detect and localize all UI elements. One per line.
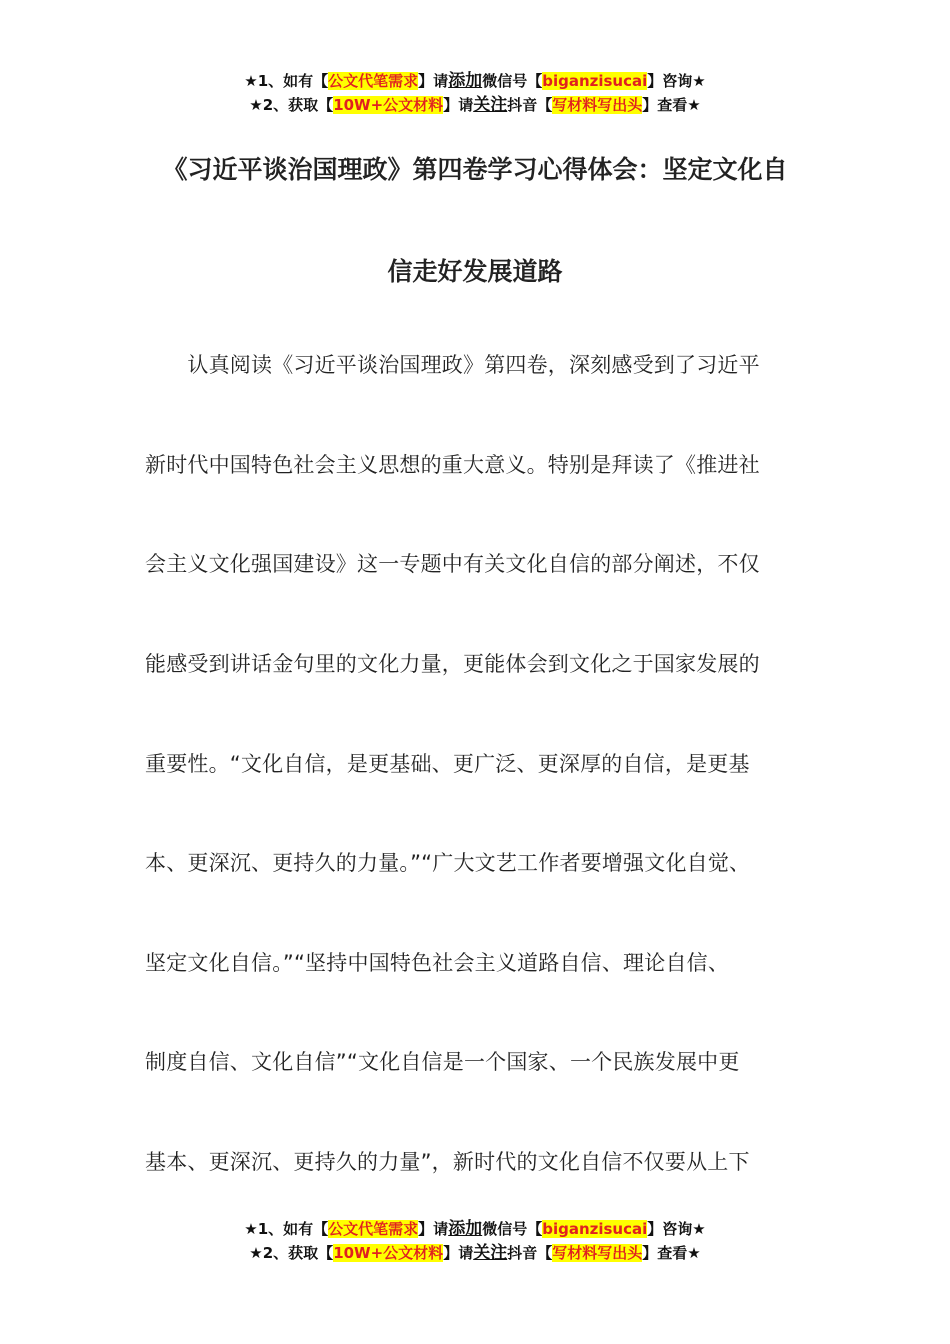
document-title-line-1: 《习近平谈治国理政》第四卷学习心得体会：坚定文化自 bbox=[162, 155, 788, 184]
paragraph-line: 重要性。“文化自信，是更基础、更广泛、更深厚的自信，是更基 bbox=[145, 752, 750, 776]
banner-text: 】请 bbox=[443, 1244, 474, 1262]
document-title-line-2: 信走好发展道路 bbox=[387, 257, 563, 286]
header-banner bbox=[0, 69, 950, 117]
paragraph-line: 会主义文化强国建设》这一专题中有关文化自信的部分阐述，不仅 bbox=[145, 552, 760, 576]
banner-highlight: 公文代笔需求 bbox=[328, 1220, 419, 1238]
banner-underline: 关注 bbox=[473, 1243, 508, 1263]
paragraph-line: 认真阅读《习近平谈治国理政》第四卷，深刻感受到了习近平 bbox=[145, 353, 760, 377]
banner-highlight: 10W+公文材料 bbox=[333, 1244, 444, 1262]
banner-text: ★2、获取【 bbox=[249, 1244, 334, 1262]
banner-text: 抖音【 bbox=[507, 96, 553, 114]
paragraph-line: 能感受到讲话金句里的文化力量，更能体会到文化之于国家发展的 bbox=[145, 652, 760, 676]
banner-text: 】查看★ bbox=[642, 1244, 701, 1262]
paragraph-line: 制度自信、文化自信”“文化自信是一个国家、一个民族发展中更 bbox=[145, 1050, 740, 1074]
banner-highlight: biganzisucai bbox=[542, 72, 648, 90]
paragraph-line: 新时代中国特色社会主义思想的重大意义。特别是拜读了《推进社 bbox=[145, 453, 760, 477]
banner-text: 】请 bbox=[418, 72, 449, 90]
banner-highlight: biganzisucai bbox=[542, 1220, 648, 1238]
banner-text: 】咨询★ bbox=[647, 1220, 706, 1238]
banner-text: ★1、如有【 bbox=[244, 1220, 329, 1238]
banner-underline: 添加 bbox=[448, 1219, 483, 1239]
banner-text: 微信号【 bbox=[482, 72, 543, 90]
banner-text: 抖音【 bbox=[507, 1244, 553, 1262]
banner-line-1 bbox=[0, 69, 950, 93]
banner-line-2 bbox=[0, 93, 950, 117]
footer-banner bbox=[0, 1217, 950, 1265]
paragraph-line: 本、更深沉、更持久的力量。”“广大文艺工作者要增强文化自觉、 bbox=[145, 851, 751, 875]
paragraph-line: 基本、更深沉、更持久的力量”，新时代的文化自信不仅要从上下 bbox=[145, 1150, 750, 1174]
banner-highlight: 公文代笔需求 bbox=[328, 72, 419, 90]
banner-text: ★1、如有【 bbox=[244, 72, 329, 90]
banner-underline: 关注 bbox=[473, 95, 508, 115]
banner-text: 】咨询★ bbox=[647, 72, 706, 90]
banner-highlight: 10W+公文材料 bbox=[333, 96, 444, 114]
banner-text: 】查看★ bbox=[642, 96, 701, 114]
banner-line-2 bbox=[0, 1241, 950, 1265]
banner-underline: 添加 bbox=[448, 71, 483, 91]
banner-line-1 bbox=[0, 1217, 950, 1241]
banner-highlight: 写材料写出头 bbox=[552, 96, 643, 114]
banner-text: 微信号【 bbox=[482, 1220, 543, 1238]
banner-highlight: 写材料写出头 bbox=[552, 1244, 643, 1262]
banner-text: 】请 bbox=[443, 96, 474, 114]
banner-text: ★2、获取【 bbox=[249, 96, 334, 114]
banner-text: 】请 bbox=[418, 1220, 449, 1238]
paragraph-line: 坚定文化自信。”“坚持中国特色社会主义道路自信、理论自信、 bbox=[145, 951, 730, 975]
